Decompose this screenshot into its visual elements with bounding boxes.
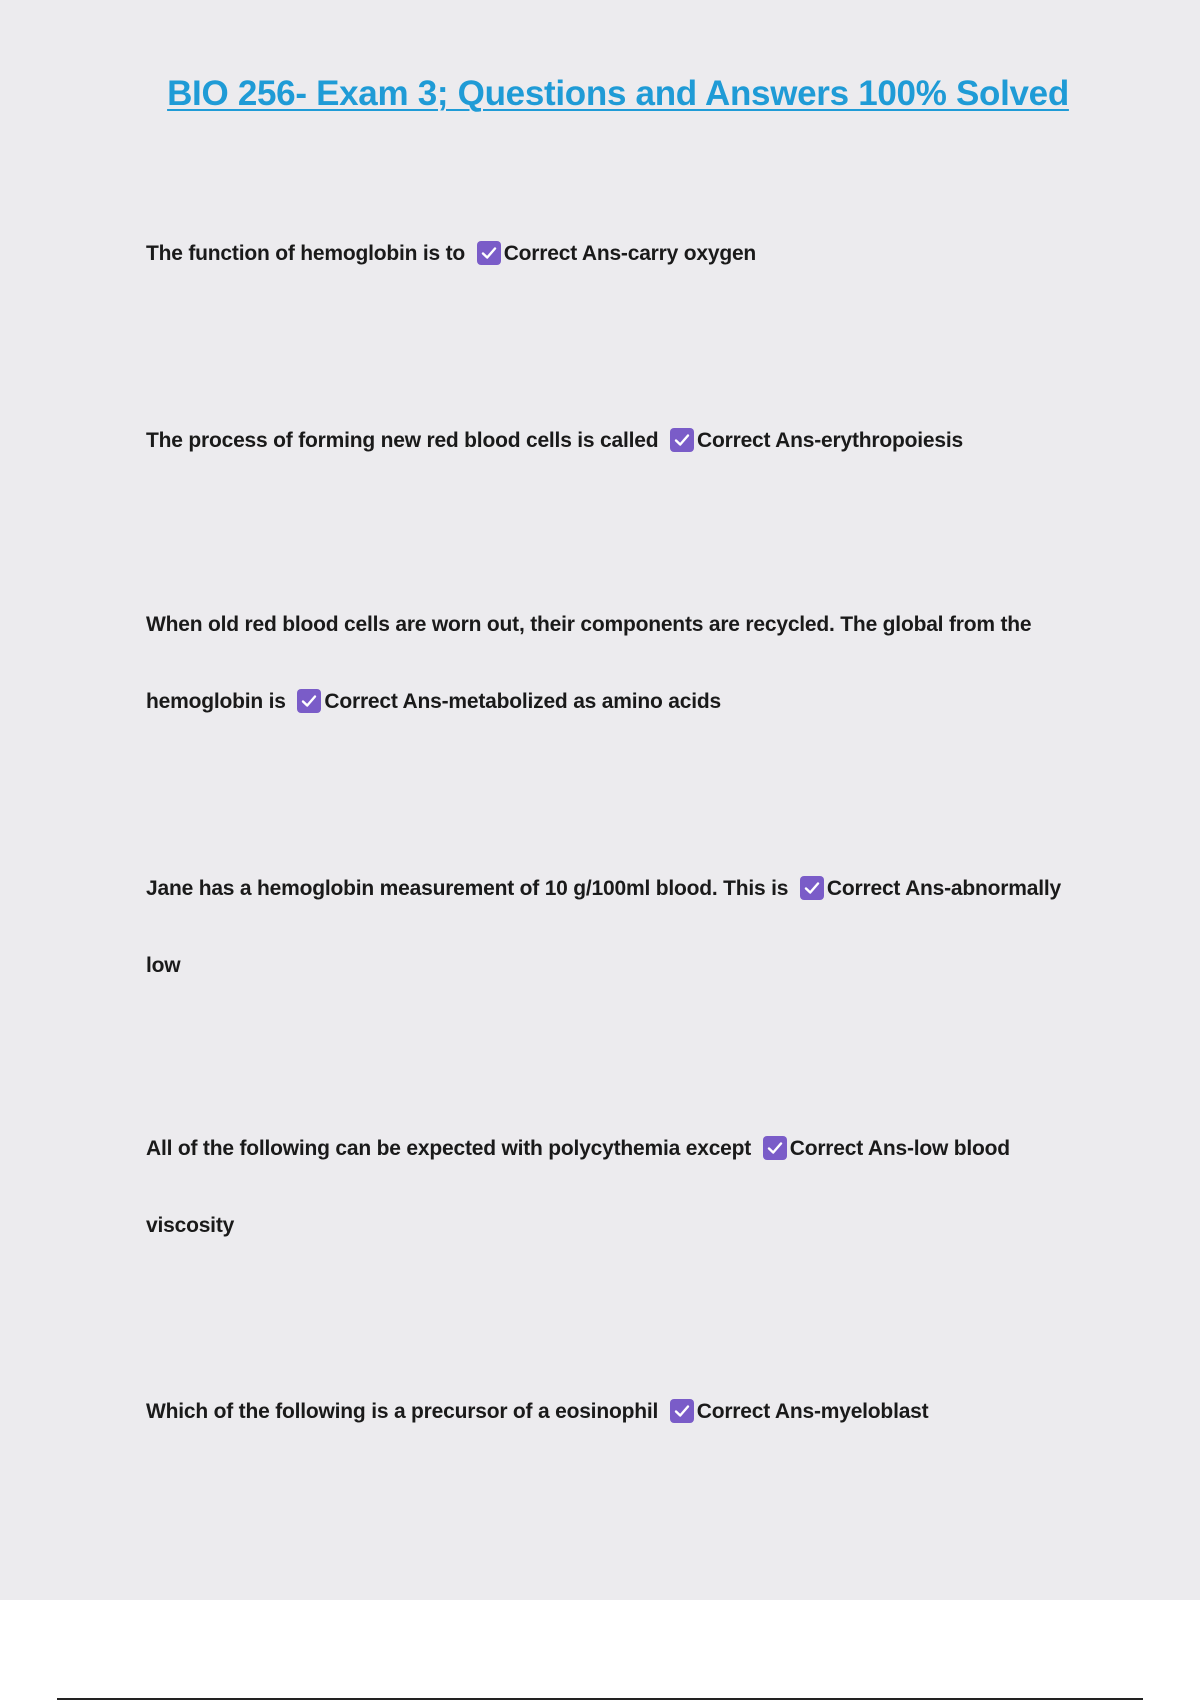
qa-item	[146, 850, 1086, 1004]
checkbox-checked-icon	[800, 876, 824, 900]
question-text: Jane has a hemoglobin measurement of 10 g/100ml blood. This is	[146, 877, 789, 900]
checkbox-checked-icon	[670, 1399, 694, 1423]
qa-item	[146, 1373, 1086, 1450]
qa-item	[146, 402, 1086, 479]
qa-item	[146, 215, 1086, 292]
answer-text: Correct Ans-low blood viscosity	[146, 1137, 1010, 1237]
question-text: Which of the following is a precursor of a eosinophil	[146, 1400, 659, 1423]
checkbox-checked-icon	[763, 1136, 787, 1160]
checkbox-checked-icon	[670, 428, 694, 452]
question-text: When old red blood cells are worn out, their components are recycled. The global from the hemoglobin is	[146, 613, 1032, 713]
answer-text: Correct Ans-myeloblast	[696, 1400, 929, 1423]
answer-text: Correct Ans-erythropoiesis	[697, 429, 963, 452]
qa-item	[146, 1110, 1086, 1264]
qa-item	[146, 586, 1086, 740]
checkbox-checked-icon	[297, 689, 321, 713]
document-title: BIO 256- Exam 3; Questions and Answers 100% Solved	[167, 74, 1069, 113]
question-text: The process of forming new red blood cells is called	[146, 429, 659, 452]
checkbox-checked-icon	[477, 241, 501, 265]
answer-text: Correct Ans-metabolized as amino acids	[324, 690, 721, 713]
question-text: All of the following can be expected with polycythemia except	[146, 1137, 752, 1160]
answer-text: Correct Ans-abnormally low	[146, 877, 1061, 977]
question-text: The function of hemoglobin is to	[146, 242, 466, 265]
answer-text: Correct Ans-carry oxygen	[503, 242, 757, 265]
